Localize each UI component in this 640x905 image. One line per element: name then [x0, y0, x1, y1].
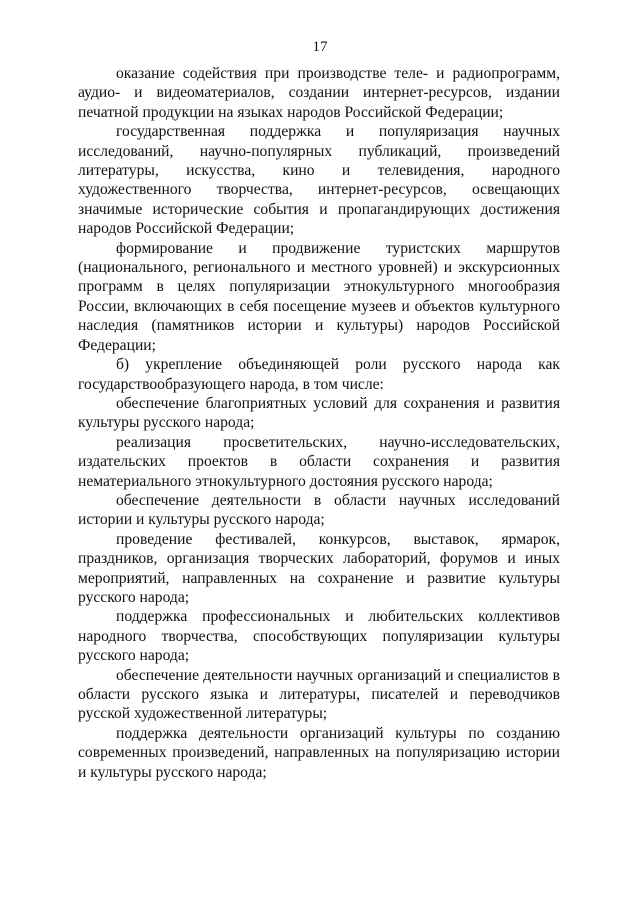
paragraph-tourist-routes: формирование и продвижение туристских маршрутов (национального, регионального и местного уровней) и экскурсионных программ в целях популяризации этнокультурного многообразия России, включающих в себя посещение музеев и объектов культурного наследия (памятников истории и культуры) народов Российской Федерации; — [78, 239, 560, 354]
paragraph-cultural-organizations: поддержка деятельности организаций культуры по созданию современных произведений, направленных на популяризацию истории и культуры русского народа; — [78, 724, 560, 781]
paragraph-research-history: обеспечение деятельности в области научных исследований истории и культуры русского народа; — [78, 491, 560, 529]
paragraph-educational-projects: реализация просветительских, научно-исследовательских, издательских проектов в области сохранения и развития нематериального этнокультурного достояния русского народа; — [78, 433, 560, 490]
paragraph-state-support-research: государственная поддержка и популяризация научных исследований, научно-популярных публикаций, произведений литературы, искусства, кино и телевидения, народного художественного творчества, интернет-ресурсов, освещающих значимые исторические события и пропагандирующих достижения народов Российской Федерации; — [78, 123, 560, 238]
paragraph-scientific-organizations: обеспечение деятельности научных организаций и специалистов в области русского языка и литературы, писателей и переводчиков русской художественной литературы; — [78, 666, 560, 723]
page-number: 17 — [312, 39, 328, 55]
paragraph-russian-people-role: б) укрепление объединяющей роли русского народа как государствообразующего народа, в том числе: — [78, 356, 560, 393]
paragraph-festivals: проведение фестивалей, конкурсов, выставок, ярмарок, праздников, организация творческих лабораторий, форумов и иных мероприятий, направленных на сохранение и развитие культуры русского народа; — [78, 530, 560, 606]
paragraph-folk-collectives: поддержка профессиональных и любительских коллективов народного творчества, способствующих популяризации культуры русского народа; — [78, 608, 560, 665]
document-body — [78, 64, 560, 782]
paragraph-media-support: оказание содействия при производстве теле- и радиопрограмм, аудио- и видеоматериалов, создании интернет-ресурсов, издании печатной продукции на языках народов Российской Федерации; — [78, 65, 560, 121]
paragraph-favorable-conditions: обеспечение благоприятных условий для сохранения и развития культуры русского народа; — [78, 394, 560, 432]
